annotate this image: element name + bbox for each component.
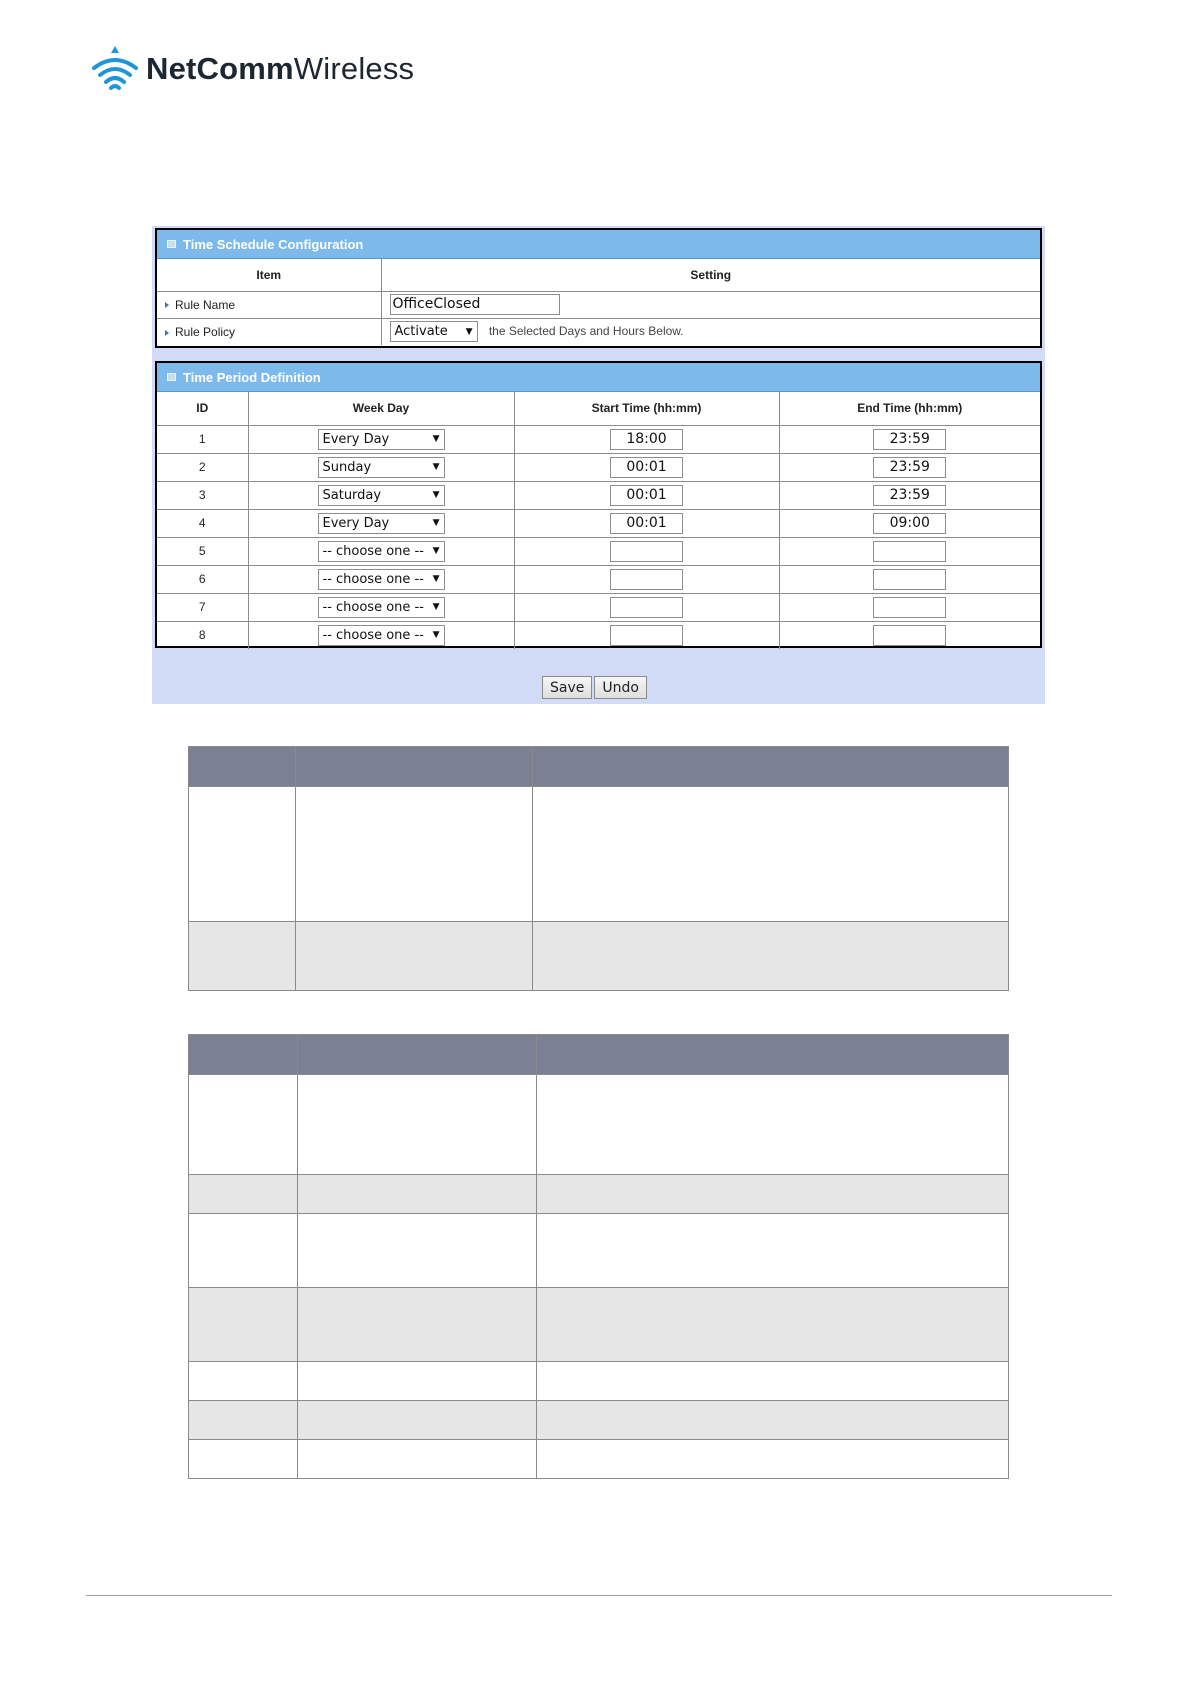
end-time-input[interactable] — [873, 597, 946, 618]
table-row — [189, 1175, 1009, 1214]
table-row — [157, 593, 1040, 621]
table-header-row — [189, 747, 1009, 787]
column-header-start-time: Start Time (hh:mm) — [514, 392, 779, 425]
column-header-item: Item — [157, 259, 381, 291]
collapse-icon[interactable] — [167, 373, 176, 381]
rule-policy-label: Rule Policy — [157, 318, 381, 345]
column-header-end-time: End Time (hh:mm) — [779, 392, 1040, 425]
week-day-select[interactable]: Every Day ▼ — [318, 429, 445, 450]
rule-policy-suffix: the Selected Days and Hours Below. — [488, 323, 684, 338]
column-header-id: ID — [157, 392, 248, 425]
doc-table-2 — [188, 1034, 1009, 1479]
dropdown-arrow-icon: ▼ — [432, 434, 440, 444]
netcomm-logo — [88, 44, 414, 94]
row-id: 8 — [157, 621, 248, 649]
table-row — [157, 453, 1040, 481]
week-day-select[interactable]: Saturday ▼ — [318, 485, 445, 506]
rule-policy-select[interactable]: Activate ▼ — [390, 321, 478, 342]
row-id: 1 — [157, 425, 248, 453]
end-time-input[interactable]: 09:00 — [873, 513, 946, 534]
table-header-row — [189, 1035, 1009, 1075]
dropdown-arrow-icon: ▼ — [432, 518, 440, 528]
router-config-panel — [152, 226, 1045, 704]
table-row — [157, 509, 1040, 537]
table-row — [189, 1401, 1009, 1440]
start-time-input[interactable]: 00:01 — [610, 513, 683, 534]
time-period-table — [157, 392, 1040, 649]
table-row — [157, 621, 1040, 649]
save-button[interactable]: Save — [542, 676, 592, 699]
schedule-config-box — [155, 228, 1042, 348]
rule-name-input[interactable]: OfficeClosed — [390, 294, 560, 315]
row-id: 7 — [157, 593, 248, 621]
dropdown-arrow-icon: ▼ — [465, 326, 473, 337]
start-time-input[interactable] — [610, 625, 683, 646]
week-day-select[interactable]: -- choose one -- ▼ — [318, 625, 445, 646]
doc-table-1 — [188, 746, 1009, 991]
footer-divider — [86, 1595, 1112, 1596]
table-row — [189, 1214, 1009, 1288]
column-header-week-day: Week Day — [248, 392, 514, 425]
time-period-box — [155, 361, 1042, 648]
wifi-signal-icon — [88, 44, 142, 94]
row-id: 5 — [157, 537, 248, 565]
column-header-setting: Setting — [381, 259, 1040, 291]
bullet-arrow-icon — [165, 302, 169, 308]
week-day-select[interactable]: Every Day ▼ — [318, 513, 445, 534]
table-row — [189, 1075, 1009, 1175]
end-time-input[interactable]: 23:59 — [873, 429, 946, 450]
collapse-icon[interactable] — [167, 240, 176, 248]
end-time-input[interactable] — [873, 569, 946, 590]
dropdown-arrow-icon: ▼ — [432, 462, 440, 472]
start-time-input[interactable]: 18:00 — [610, 429, 683, 450]
end-time-input[interactable]: 23:59 — [873, 485, 946, 506]
row-id: 4 — [157, 509, 248, 537]
dropdown-arrow-icon: ▼ — [432, 490, 440, 500]
week-day-select[interactable]: -- choose one -- ▼ — [318, 597, 445, 618]
start-time-input[interactable] — [610, 541, 683, 562]
start-time-input[interactable] — [610, 597, 683, 618]
row-id: 3 — [157, 481, 248, 509]
table-row — [157, 537, 1040, 565]
brand-name: NetCommWireless — [146, 51, 415, 86]
table-row — [189, 1440, 1009, 1479]
end-time-input[interactable] — [873, 625, 946, 646]
week-day-select[interactable]: -- choose one -- ▼ — [318, 541, 445, 562]
action-buttons — [542, 676, 647, 699]
schedule-config-header: Time Schedule Configuration — [157, 230, 1040, 259]
end-time-input[interactable] — [873, 541, 946, 562]
table-row — [189, 1288, 1009, 1362]
start-time-input[interactable]: 00:01 — [610, 457, 683, 478]
table-row — [189, 922, 1009, 991]
dropdown-arrow-icon: ▼ — [432, 546, 440, 556]
row-id: 6 — [157, 565, 248, 593]
row-id: 2 — [157, 453, 248, 481]
dropdown-arrow-icon: ▼ — [432, 630, 440, 641]
table-row — [157, 481, 1040, 509]
undo-button[interactable]: Undo — [594, 676, 647, 699]
schedule-config-table — [157, 259, 1040, 345]
bullet-arrow-icon — [165, 330, 169, 336]
table-row — [189, 1362, 1009, 1401]
table-row — [157, 425, 1040, 453]
week-day-select[interactable]: -- choose one -- ▼ — [318, 569, 445, 590]
dropdown-arrow-icon: ▼ — [432, 602, 440, 612]
end-time-input[interactable]: 23:59 — [873, 457, 946, 478]
rule-name-label: Rule Name — [157, 291, 381, 318]
table-row — [189, 787, 1009, 922]
start-time-input[interactable] — [610, 569, 683, 590]
time-period-header: Time Period Definition — [157, 363, 1040, 392]
dropdown-arrow-icon: ▼ — [432, 574, 440, 584]
start-time-input[interactable]: 00:01 — [610, 485, 683, 506]
table-row — [157, 565, 1040, 593]
week-day-select[interactable]: Sunday ▼ — [318, 457, 445, 478]
